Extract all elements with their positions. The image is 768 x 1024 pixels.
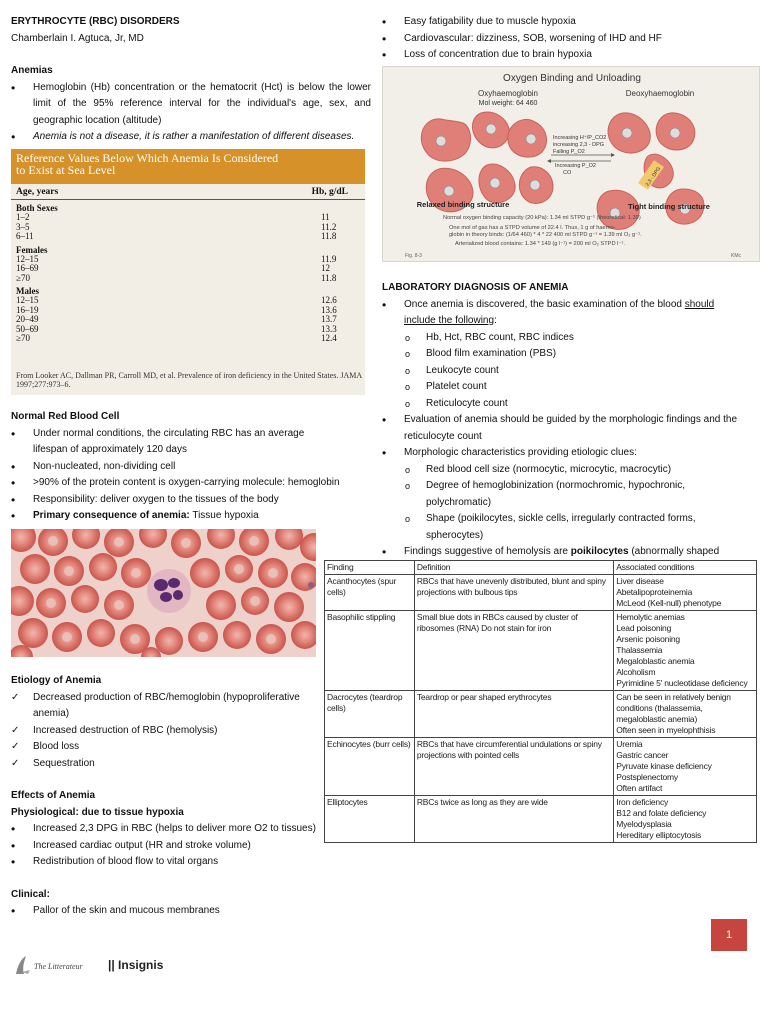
ref-hb: 12.6 xyxy=(321,295,337,305)
ref-age: ≥70 xyxy=(16,272,30,283)
condition-item: Liver disease xyxy=(616,576,664,586)
ref-row xyxy=(11,334,365,344)
condition-item: Hemolytic anemias xyxy=(616,612,685,622)
primary-consequence-value: Tissue hypoxia xyxy=(189,510,259,521)
condition-item: Megaloblastic anemia xyxy=(616,656,695,666)
effects-item-1: • Increased 2,3 DPG in RBC (helps to deliver more O2 to tissues) xyxy=(11,821,331,838)
diagram-kmc-label: KMc xyxy=(731,253,741,259)
diagram-note-4: Arterialized blood contains: 1.34 * 149 (g l⁻¹) = 200 ml O₂ STPD l⁻¹. xyxy=(455,241,625,247)
findings-header-cell: Finding xyxy=(325,561,415,575)
effects-item-2: • Increased cardiac output (HR and stroke volume) xyxy=(11,838,331,855)
diagram-mid-5: CO xyxy=(563,170,572,176)
effects-item-3: • Redistribution of blood flow to vital organs xyxy=(11,854,331,871)
left-column xyxy=(11,14,371,146)
ref-row xyxy=(11,325,365,335)
conditions-cell xyxy=(614,738,757,796)
findings-row xyxy=(325,738,757,796)
etiology-heading: Etiology of Anemia xyxy=(11,675,102,686)
effects-heading: Effects of Anemia xyxy=(11,790,96,801)
finding-cell: Dacrocytes (teardrop cells) xyxy=(325,691,415,738)
effects-item-5: • Cardiovascular: dizziness, SOB, worsening of IHD and HF xyxy=(382,31,760,48)
condition-item: Abetalipoproteinemia xyxy=(616,587,693,597)
condition-item: Arsenic poisoning xyxy=(616,634,680,644)
condition-item: Pyruvate kinase deficiency xyxy=(616,761,712,771)
finding-cell: Echinocytes (burr cells) xyxy=(325,738,415,796)
reference-title-line-1: Reference Values Below Which Anemia Is Considered xyxy=(16,151,279,165)
ref-hb: 12.4 xyxy=(321,333,337,343)
diagram-mid-1: Increasing H⁺/P_CO2 xyxy=(553,135,607,141)
lab-diagnosis-section xyxy=(382,280,760,561)
effects-clinical: Clinical: xyxy=(11,888,50,900)
rbc-bullet-1: • Under normal conditions, the circulating RBC has an average lifespan of approximately 120 days xyxy=(11,426,336,459)
rbc-bullet-4: • Responsibility: deliver oxygen to the tissues of the body xyxy=(11,492,371,509)
clinical-item-1: • Pallor of the skin and mucous membranes xyxy=(11,903,331,920)
ref-hb: 11.2 xyxy=(321,221,337,232)
lab-heading: LABORATORY DIAGNOSIS OF ANEMIA xyxy=(382,282,569,293)
ref-age: 50–69 xyxy=(16,323,39,334)
lab-b1-underlined: should include the following xyxy=(404,298,715,326)
ref-hb: 12 xyxy=(321,263,330,273)
findings-row xyxy=(325,575,757,611)
ref-row xyxy=(11,306,365,316)
lab-b4-pre: Findings suggestive of hemolysis are xyxy=(404,546,571,557)
conditions-cell xyxy=(614,611,757,691)
findings-table xyxy=(324,560,757,843)
ref-age: 20–49 xyxy=(16,314,39,324)
ref-age: 1–2 xyxy=(16,212,30,222)
lab-bullet-4 xyxy=(382,544,760,561)
lab-sub-1: o Hb, Hct, RBC count, RBC indices xyxy=(382,330,760,347)
footer xyxy=(12,951,163,979)
dpg-label: 2,3 - DPG xyxy=(644,165,663,188)
diagram-title: Oxygen Binding and Unloading xyxy=(503,73,641,84)
blood-smear-image xyxy=(11,529,316,657)
condition-item: Lead poisoning xyxy=(616,623,672,633)
diagram-mid-4: Increasing P_O2 xyxy=(555,163,596,169)
diagram-oxy-label: Oxyhaemoglobin xyxy=(477,89,539,98)
ref-group-heading: Both Sexes xyxy=(16,203,58,213)
diagram-mid-3: Falling P_O2 xyxy=(553,149,585,155)
anemias-bullet-1: • Hemoglobin (Hb) concentration or the hematocrit (Hct) is below the lower limit of the 95% reference interval for the individual's age, sex, and geographic location (altitude) xyxy=(11,80,371,130)
morph-2: o Degree of hemoglobinization (normochromic, hypochronic, polychromatic) xyxy=(382,478,742,511)
col-age: Age, years xyxy=(16,187,59,197)
condition-item: Gastric cancer xyxy=(616,750,669,760)
definition-cell: RBCs twice as long as they are wide xyxy=(414,796,613,843)
rbc-bullet-3: • >90% of the protein content is oxygen-carrying molecule: hemoglobin xyxy=(11,475,371,492)
condition-item: Often seen in myelophthisis xyxy=(616,725,716,735)
lab-bullet-1 xyxy=(382,297,737,330)
doc-author: Chamberlain I. Agtuca, Jr, MD xyxy=(11,32,144,44)
page-number: 1 xyxy=(711,919,747,951)
etiology-item-3: ✓ Blood loss xyxy=(11,739,331,756)
diagram-deoxy-label: Deoxyhaemoglobin xyxy=(625,89,695,98)
lab-b1-pre: Once anemia is discovered, the basic examination of the blood xyxy=(404,298,685,310)
doc-title: ERYTHROCYTE (RBC) DISORDERS xyxy=(11,16,180,27)
ref-age: 12–15 xyxy=(16,295,39,305)
condition-item: Hereditary elliptocytosis xyxy=(616,830,702,840)
lab-bullet-3: • Morphologic characteristics providing etiologic clues: xyxy=(382,445,760,462)
lab-sub-3: o Leukocyte count xyxy=(382,363,760,380)
ref-age: 6–11 xyxy=(16,231,34,241)
ref-row xyxy=(11,213,365,223)
anemias-bullet-2: • Anemia is not a disease, it is rather a manifestation of different diseases. xyxy=(11,129,371,146)
findings-row xyxy=(325,796,757,843)
ref-age: 16–69 xyxy=(16,263,39,273)
ref-hb: 13.3 xyxy=(321,323,337,334)
rbc-bullet-2: • Non-nucleated, non-dividing cell xyxy=(11,459,371,476)
condition-item: Iron deficiency xyxy=(616,797,669,807)
diagram-note-1: Normal oxygen binding capacity (20 kPa): 1.34 ml STPD g⁻¹ (theoretical: 1.39) xyxy=(443,215,641,221)
etiology-item-4: ✓ Sequestration xyxy=(11,756,331,773)
findings-header-cell: Definition xyxy=(414,561,613,575)
finding-cell: Elliptocytes xyxy=(325,796,415,843)
condition-item: McLeod (Kell-null) phenotype xyxy=(616,598,722,608)
ref-age: 12–15 xyxy=(16,253,39,264)
definition-cell: RBCs that have circumferential undulations or spiny projections with pointed cells xyxy=(414,738,613,796)
insignis-label: || Insignis xyxy=(108,958,164,972)
ref-row xyxy=(11,274,365,284)
condition-item: Thalassemia xyxy=(616,645,663,655)
ref-hb: 11.9 xyxy=(321,253,337,264)
rbc-bullet-5 xyxy=(11,508,371,525)
morph-3: o Shape (poikilocytes, sickle cells, irregularly contracted forms, spherocytes) xyxy=(382,511,732,544)
diagram-note-2: One mol of gas has a STPD volume of 22.4 l. Thus, 1 g of haemo- xyxy=(449,225,616,231)
condition-item: Often artifact xyxy=(616,783,663,793)
reference-table-header xyxy=(11,184,365,200)
lab-sub-4: o Platelet count xyxy=(382,379,760,396)
condition-item: Postsplenectomy xyxy=(616,772,678,782)
litterateur-logo xyxy=(12,952,104,978)
ref-row xyxy=(11,315,365,325)
reference-table-title xyxy=(11,149,365,184)
lab-sub-2: o Blood film examination (PBS) xyxy=(382,346,760,363)
finding-cell: Basophilic stippling xyxy=(325,611,415,691)
tight-label: Tight binding structure xyxy=(628,202,710,211)
ref-row xyxy=(11,296,365,306)
condition-item: Uremia xyxy=(616,739,643,749)
effects-section xyxy=(11,788,331,920)
effects-item-6: • Loss of concentration due to brain hypoxia xyxy=(382,47,760,64)
anemias-heading: Anemias xyxy=(11,65,53,76)
diagram-mid-2: increasing 2,3 - DPG xyxy=(553,142,605,148)
reference-table-body xyxy=(11,200,365,344)
lab-b1-post: : xyxy=(494,315,497,326)
reference-title-line-2: to Exist at Sea Level xyxy=(16,163,116,177)
ref-row xyxy=(11,223,365,233)
reference-values-table xyxy=(11,149,365,395)
findings-header-cell: Associated conditions xyxy=(614,561,757,575)
ref-row xyxy=(11,264,365,274)
normal-rbc-heading: Normal Red Blood Cell xyxy=(11,411,120,422)
normal-rbc-section xyxy=(11,409,371,525)
condition-item: B12 and folate deficiency xyxy=(616,808,707,818)
lab-b4-post: (abnormally shaped xyxy=(628,546,720,557)
ref-row xyxy=(11,255,365,265)
effects-item-4: • Easy fatigability due to muscle hypoxia xyxy=(382,14,760,31)
relaxed-label: Relaxed binding structure xyxy=(416,200,510,209)
diagram-fig-label: Fig. 8-3 xyxy=(405,253,422,259)
lab-b4-bold: poikilocytes xyxy=(570,546,629,557)
ref-row xyxy=(11,232,365,242)
lab-bullet-2: • Evaluation of anemia should be guided by the morphologic findings and the reticulocyte count xyxy=(382,412,744,445)
ref-hb: 11.8 xyxy=(321,272,337,283)
logo-text: The Litterateur xyxy=(34,962,83,971)
definition-cell: Small blue dots in RBCs caused by cluster of ribosomes (RNA) Do not stain for iron xyxy=(414,611,613,691)
finding-cell: Acanthocytes (spur cells) xyxy=(325,575,415,611)
reference-footnote: From Looker AC, Dallman PR, Carroll MD, et al. Prevalence of iron deficiency in the United States. JAMA 1997;277:973–6. xyxy=(16,371,362,389)
diagram-note-3: globin in theory binds: (1/64 460) * 4 * 22 400 ml STPD g⁻¹ = 1.39 ml O₂ g⁻¹. xyxy=(449,232,642,238)
primary-consequence-label: Primary consequence of anemia: xyxy=(33,510,190,521)
ref-age: 3–5 xyxy=(16,221,30,232)
conditions-cell xyxy=(614,575,757,611)
effects-physiological: Physiological: due to tissue hypoxia xyxy=(11,806,184,818)
ref-age: 16–19 xyxy=(16,304,39,315)
etiology-item-2: ✓ Increased destruction of RBC (hemolysis) xyxy=(11,723,331,740)
etiology-section xyxy=(11,673,331,772)
definition-cell: Teardrop or pear shaped erythrocytes xyxy=(414,691,613,738)
right-column-top xyxy=(382,14,760,64)
condition-item: Pyrimidine 5' nucleotidase deficiency xyxy=(616,678,748,688)
ref-group-heading: Males xyxy=(16,286,39,296)
ref-hb: 13.6 xyxy=(321,304,337,315)
condition-item: Can be seen in relatively benign conditions (thalassemia, megaloblastic anemia) xyxy=(616,692,731,724)
etiology-item-1: ✓ Decreased production of RBC/hemoglobin (hypoproliferative anemia) xyxy=(11,690,311,723)
lab-sub-5: o Reticulocyte count xyxy=(382,396,760,413)
ref-hb: 11.8 xyxy=(321,231,337,241)
findings-row xyxy=(325,691,757,738)
findings-row xyxy=(325,611,757,691)
morph-1: o Red blood cell size (normocytic, microcytic, macrocytic) xyxy=(382,462,760,479)
col-hb: Hb, g/dL xyxy=(311,187,348,197)
conditions-cell xyxy=(614,796,757,843)
ref-age: ≥70 xyxy=(16,333,30,343)
oxygen-binding-diagram xyxy=(382,66,760,262)
condition-item: Myelodysplasia xyxy=(616,819,672,829)
ref-group-heading: Females xyxy=(16,244,48,255)
diagram-mw-label: Mol weight: 64 460 xyxy=(478,100,538,107)
findings-header-row xyxy=(325,561,757,575)
definition-cell: RBCs that have unevenly distributed, blunt and spiny projections with bulbous tips xyxy=(414,575,613,611)
ref-hb: 13.7 xyxy=(321,314,337,324)
conditions-cell xyxy=(614,691,757,738)
ref-hb: 11 xyxy=(321,212,330,222)
condition-item: Alcoholism xyxy=(616,667,656,677)
